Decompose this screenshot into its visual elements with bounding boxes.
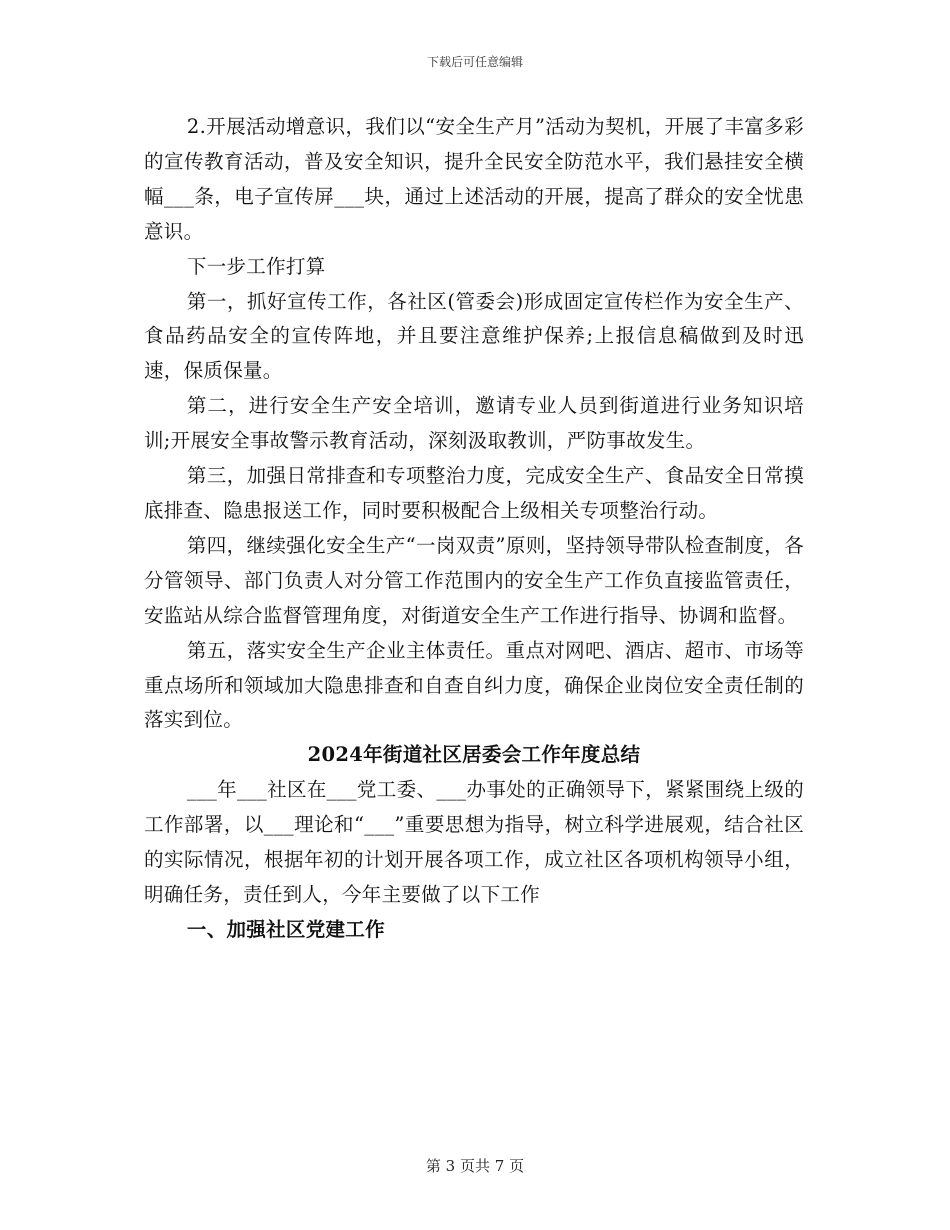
paragraph-activities: 2.开展活动增意识，我们以“安全生产月”活动为契机，开展了丰富多彩的宣传教育活动，普及安全知识，提升全民安全防范水平，我们悬挂安全横幅___条，电子宣传屏___块，通过上述活动的开展，提高了群众的安全忧患意识。 [144,115,804,243]
section-title: 2024年街道社区居委会工作年度总结 [307,743,641,767]
paragraph-second: 第二，进行安全生产安全培训，邀请专业人员到街道进行业务知识培训;开展安全事故警示教育活动，深刻汲取教训，严防事故发生。 [144,394,804,453]
paragraph-third: 第三，加强日常排查和专项整治力度，完成安全生产、食品安全日常摸底排查、隐患报送工作，同时要积极配合上级相关专项整治行动。 [144,464,804,522]
paragraph-intro: ___年___社区在___党工委、___办事处的正确领导下，紧紧围绕上级的工作部署，以___理论和“___”重要思想为指导，树立科学进展观，结合社区的实际情况，根据年初的计划开展各项工作，成立社区各项机构领导小组，明确任务，责任到人，今年主要做了以下工作 [144,778,804,906]
paragraph-first: 第一，抓好宣传工作，各社区(管委会)形成固定宣传栏作为安全生产、食品药品安全的宣传阵地，并且要注意维护保养;上报信息稿做到及时迅速，保质保量。 [144,289,804,383]
document-body [144,110,804,948]
page-number: 第 3 页共 7 页 [425,1157,525,1175]
paragraph-next-steps-label: 下一步工作打算 [186,254,326,278]
page-header-note: 下载后可任意编辑 [426,55,523,69]
paragraph-fifth: 第五，落实安全生产企业主体责任。重点对网吧、酒店、超市、市场等重点场所和领域加大隐患排查和自查自纠力度，确保企业岗位安全责任制的落实到位。 [144,638,804,732]
heading-party-building: 一、加强社区党建工作 [186,917,385,941]
paragraph-fourth: 第四，继续强化安全生产“一岗双责”原则，坚持领导带队检查制度，各分管领导、部门负责人对分管工作范围内的安全生产工作负直接监管责任，安监站从综合监督管理角度，对街道安全生产工作进行指导、协调和监督。 [144,533,804,627]
